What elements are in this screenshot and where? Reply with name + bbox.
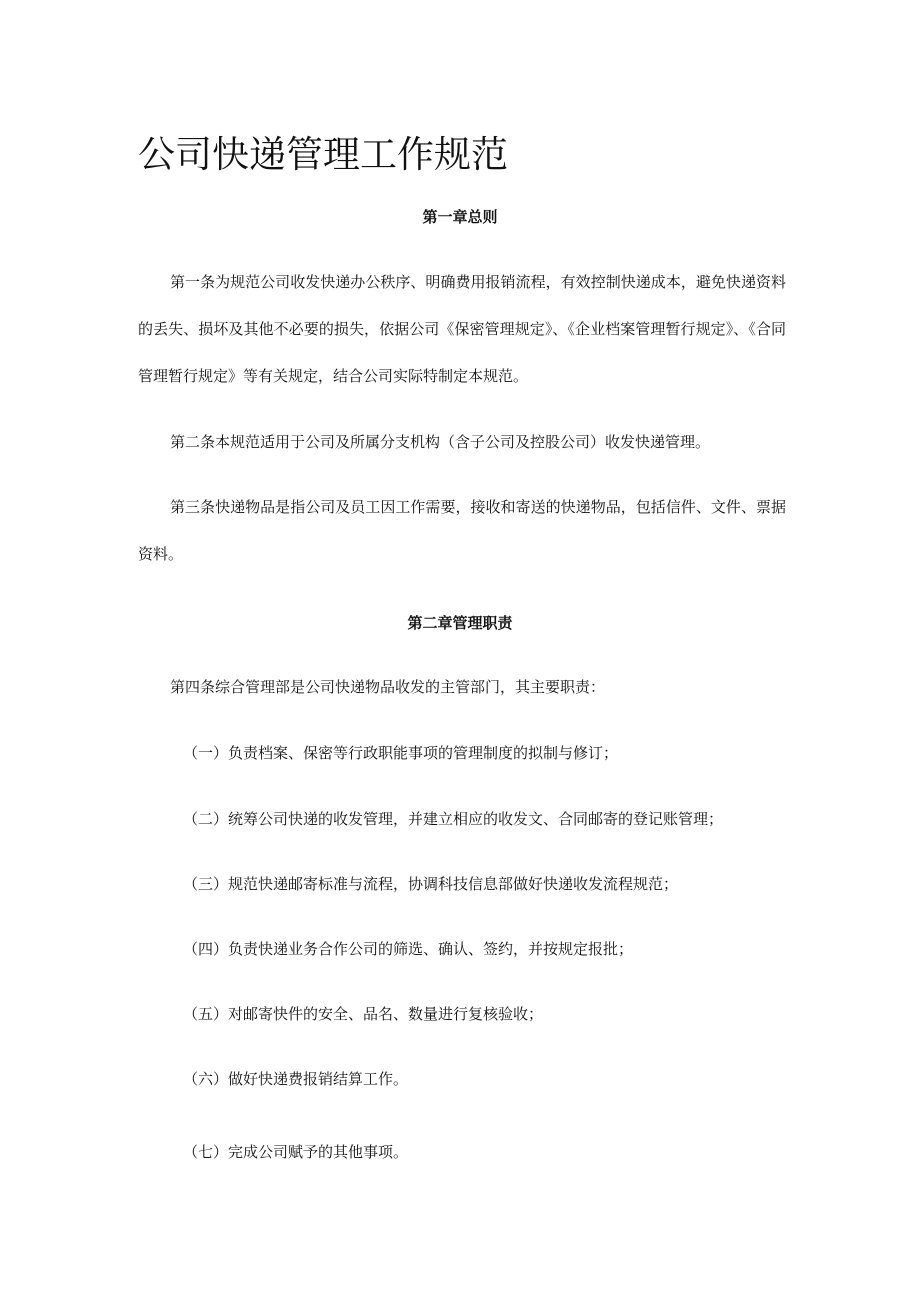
duty-item-4: （四）负责快递业务合作公司的筛选、确认、签约，并按规定报批； bbox=[183, 940, 634, 958]
document-title: 公司快递管理工作规范 bbox=[138, 133, 508, 176]
duty-item-5: （五）对邮寄快件的安全、品名、数量进行复核验收； bbox=[183, 1005, 544, 1023]
chapter-1-heading: 第一章总则 bbox=[422, 208, 498, 226]
chapter-2-heading: 第二章管理职责 bbox=[407, 614, 513, 632]
article-1-paragraph: 第一条为规范公司收发快递办公秩序、明确费用报销流程，有效控制快递成本，避免快递资料的丢失、损坏及其他不必要的损失，依据公司《保密管理规定》、《企业档案管理暂行规定》、《合同管理暂行规定》等有关规定，结合公司实际特制定本规范。 bbox=[138, 273, 786, 385]
duty-item-7: （七）完成公司赋予的其他事项。 bbox=[183, 1143, 409, 1161]
duty-item-1: （一）负责档案、保密等行政职能事项的管理制度的拟制与修订； bbox=[183, 744, 619, 762]
article-4-paragraph: 第四条综合管理部是公司快递物品收发的主管部门，其主要职责： bbox=[170, 678, 606, 696]
duty-item-3: （三）规范快递邮寄标准与流程，协调科技信息部做好快递收发流程规范； bbox=[183, 875, 679, 893]
article-3-paragraph: 第三条快递物品是指公司及员工因工作需要，接收和寄送的快递物品，包括信件、文件、票据资料。 bbox=[138, 498, 786, 563]
duty-item-2: （二）统筹公司快递的收发管理，并建立相应的收发文、合同邮寄的登记账管理； bbox=[183, 810, 724, 828]
article-2-paragraph: 第二条本规范适用于公司及所属分支机构（含子公司及控股公司）收发快递管理。 bbox=[170, 433, 711, 451]
duty-item-6: （六）做好快递费报销结算工作。 bbox=[183, 1070, 409, 1088]
